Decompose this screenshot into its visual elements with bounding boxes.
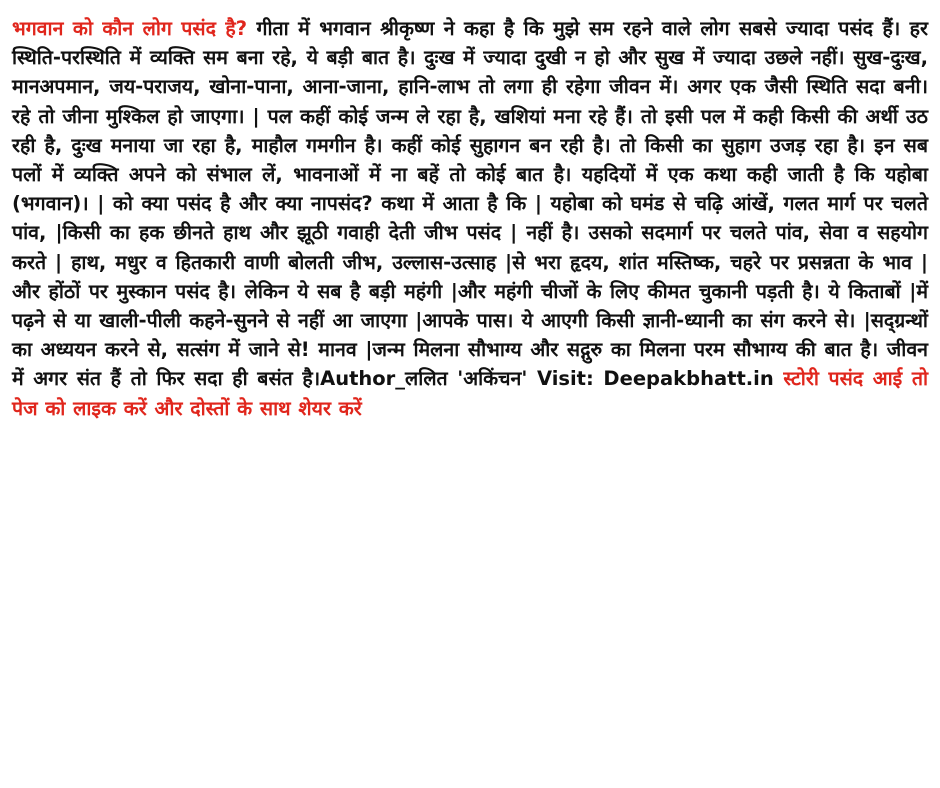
story-heading: भगवान को कौन लोग पसंद है? xyxy=(12,17,248,40)
share-call-to-action: स्टोरी पसंद आई तो पेज को लाइक करें और दोस्तों के साथ शेयर करें xyxy=(12,367,929,420)
story-text xyxy=(12,14,928,423)
story-body: गीता में भगवान श्रीकृष्ण ने कहा है कि मुझे सम रहने वाले लोग सबसे ज्यादा पसंद हैं। हर स्थिति-परस्थिति में व्यक्ति सम बना रहे, ये बड़ी बात है। दुःख में ज्यादा दुखी न हो और सुख में ज्यादा उछले नहीं। सुख-दुःख, मानअपमान, जय-पराजय, खोना-पाना, आना-जाना, हानि-लाभ तो लगा ही रहेगा जीवन में। अगर एक जैसी स्थिति सदा बनी। रहे तो जीना मुश्किल हो जाएगा। | पल कहीं कोई जन्म ले रहा है, खशियां मना रहे हैं। तो इसी पल में कही किसी की अर्थी उठ रही है, दुःख मनाया जा रहा है, माहौल गमगीन है। कहीं कोई सुहागन बन रही है। तो किसी का सुहाग उजड़ रहा है। इन सब पलों में व्यक्ति अपने को संभाल लें, भावनाओं में ना बहें तो कोई बात है। यहदियों में एक कथा कही जाती है कि यहोबा (भगवान)। | को क्या पसंद है और क्या नापसंद? कथा में आता है कि | यहोबा को घमंड से चढ़ि आंखें, गलत मार्ग पर चलते पांव, |किसी का हक छीनते हाथ और झूठी गवाही देती जीभ पसंद | नहीं है। उसको सदमार्ग पर चलते पांव, सेवा व सहयोग करते | हाथ, मधुर व हितकारी वाणी बोलती जीभ, उल्लास-उत्साह |से भरा हृदय, शांत मस्तिष्क, चहरे पर प्रसन्नता के भाव |और होंठों पर मुस्कान पसंद है। लेकिन ये सब है बड़ी महंगी |और महंगी चीजों के लिए कीमत चुकानी पड़ती है। ये किताबों |में पढ़ने से या खाली-पीली कहने-सुनने से नहीं आ जाएगा |आपके पास। ये आएगी किसी ज्ञानी-ध्यानी का संग करने से। |सद्ग्रन्थों का अध्ययन करने से, सत्संग में जाने से! मानव |जन्म मिलना सौभाग्य और सद्गुरु का मिलना परम सौभाग्य की बात है। जीवन में अगर संत हैं तो फिर सदा ही बसंत है।Author_ललित 'अकिंचन' Visit: Deepakbhatt.in xyxy=(12,17,928,391)
